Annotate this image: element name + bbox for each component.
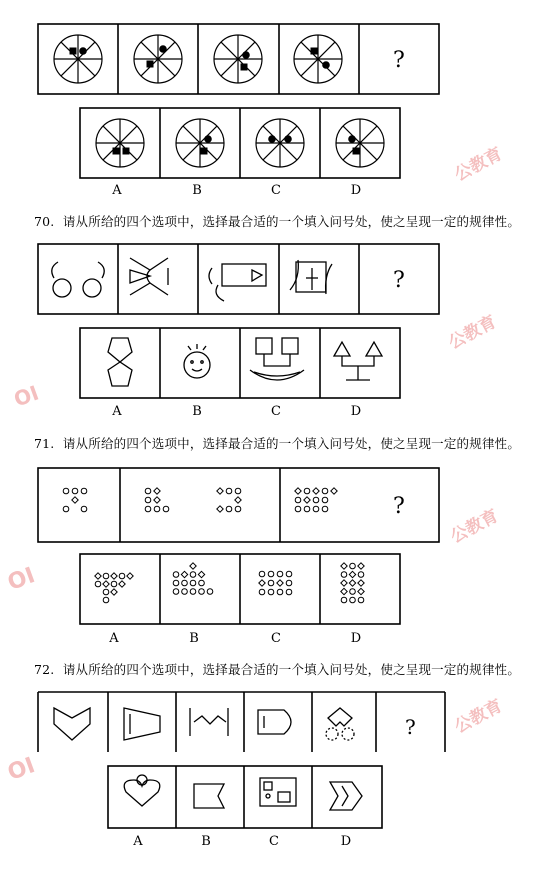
q70-option-c-label: C (271, 404, 281, 419)
q72-question-mark: ? (405, 715, 416, 739)
q69-option-d-label: D (350, 183, 362, 198)
watermark-brand-1: 公教育 (451, 143, 506, 186)
q70-option-d-label: D (350, 404, 362, 419)
q72-option-a-label: A (133, 834, 143, 849)
watermark-brand-3: 公教育 (447, 505, 502, 548)
q69-question-mark: ? (393, 48, 405, 73)
q72-option-d-label: D (340, 834, 352, 849)
q71-question-mark: ? (393, 494, 405, 519)
question-71-text: 71. 请从所给的四个选项中，选择最合适的一个填入问号处，使之呈现一定的规律性。 (34, 436, 521, 451)
watermark-brand-2: 公教育 (445, 311, 500, 354)
q69-option-a-label: A (112, 183, 122, 198)
q70-option-b-label: B (192, 404, 202, 419)
question-72-text: 72. 请从所给的四个选项中，选择最合适的一个填入问号处，使之呈现一定的规律性。 (34, 662, 521, 677)
watermark-brand-4: 公教育 (451, 695, 506, 738)
q70-question-mark: ? (393, 268, 405, 293)
q71-option-d-label: D (350, 631, 362, 646)
watermark-letters-2: OI (4, 563, 39, 596)
q72-option-b-label: B (201, 834, 211, 849)
q69-option-c-label: C (271, 183, 281, 198)
q71-option-c-label: C (271, 631, 281, 646)
q71-option-a-label: A (109, 631, 119, 646)
question-70-text: 70. 请从所给的四个选项中，选择最合适的一个填入问号处，使之呈现一定的规律性。 (34, 214, 521, 229)
watermark-letters-1: OI (10, 380, 42, 412)
q72-option-c-label: C (269, 834, 279, 849)
watermark-letters-3: OI (4, 753, 39, 786)
q70-option-a-label: A (112, 404, 122, 419)
q71-option-b-label: B (189, 631, 199, 646)
q69-option-b-label: B (192, 183, 202, 198)
